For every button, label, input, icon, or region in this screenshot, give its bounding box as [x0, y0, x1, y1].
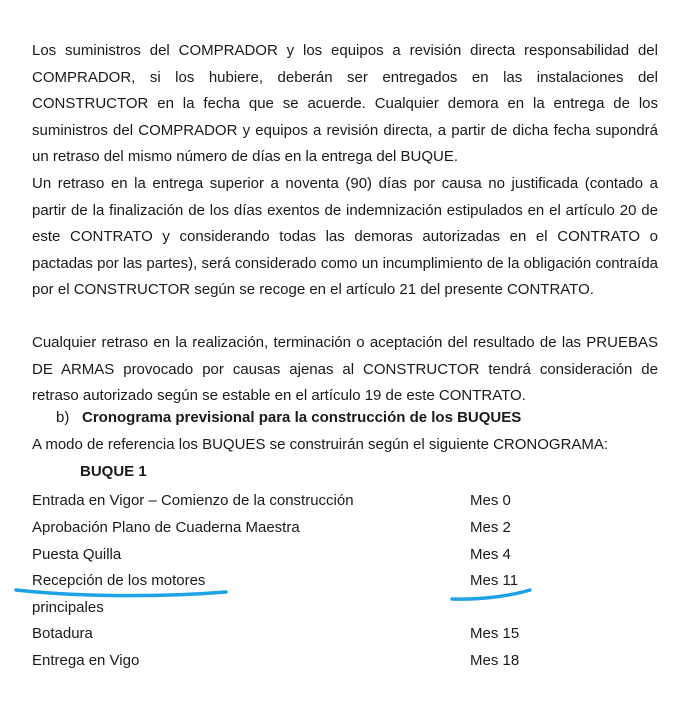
paragraph-pruebas-armas: Cualquier retraso en la realización, terminación o aceptación del resultado de las PRUEBAS DE ARMAS provocado por causas ajenas al CONSTRUCTOR tendrá consideración de retraso autorizado según se estable en el artículo 19 de este CONTRATO. — [32, 334, 658, 404]
schedule-row-value: Mes 15 — [470, 625, 520, 642]
schedule-row-label: Entrada en Vigor – Comienzo de la construcción — [32, 492, 354, 509]
schedule-row-label: Botadura — [32, 625, 93, 642]
schedule-row-value: Mes 18 — [470, 652, 520, 669]
paragraph-retraso-entrega: Un retraso en la entrega superior a noventa (90) días por causa no justificada (contado a partir de la finalización de los días exentos de indemnización estipulados en el artículo 20 de este CONTRATO y considerando todas las demoras autorizadas en el CONTRATO o pactadas por las partes), será considerado como un incumplimiento de la obligación contraída por el CONSTRUCTOR según se recoge en el artículo 21 del presente CONTRATO. — [32, 175, 658, 298]
schedule-row-value: Mes 0 — [470, 492, 511, 509]
schedule-row-label: Entrega en Vigo — [32, 652, 140, 669]
underline-mes-11 — [452, 590, 530, 599]
schedule-heading: BUQUE 1 — [80, 463, 147, 480]
schedule-row-label: principales — [32, 599, 104, 616]
schedule-row-label: Recepción de los motores — [32, 572, 206, 589]
section-title: Cronograma previsional para la construcción de los BUQUES — [82, 409, 522, 426]
schedule-row-value: Mes 11 — [470, 572, 519, 589]
paragraph-suministros: Los suministros del COMPRADOR y los equipos a revisión directa responsabilidad del COMPRADOR, si los hubiere, deberán ser entregados en las instalaciones del CONSTRUCTOR en la fecha que se acuerde. Cualquier demora en la entrega de los suministros del COMPRADOR y equipos a revisión directa, a partir de dicha fecha supondrá un retraso del mismo número de días en la entrega del BUQUE. — [32, 42, 658, 165]
schedule-row-label: Puesta Quilla — [32, 546, 122, 563]
underline-recepcion-motores — [16, 590, 226, 596]
schedule-row-value: Mes 4 — [470, 546, 511, 563]
schedule-row-label: Aprobación Plano de Cuaderna Maestra — [32, 519, 300, 536]
schedule-row-value: Mes 2 — [470, 519, 511, 536]
schedule-intro: A modo de referencia los BUQUES se construirán según el siguiente CRONOGRAMA: — [32, 436, 609, 453]
section-marker: b) — [56, 409, 70, 426]
